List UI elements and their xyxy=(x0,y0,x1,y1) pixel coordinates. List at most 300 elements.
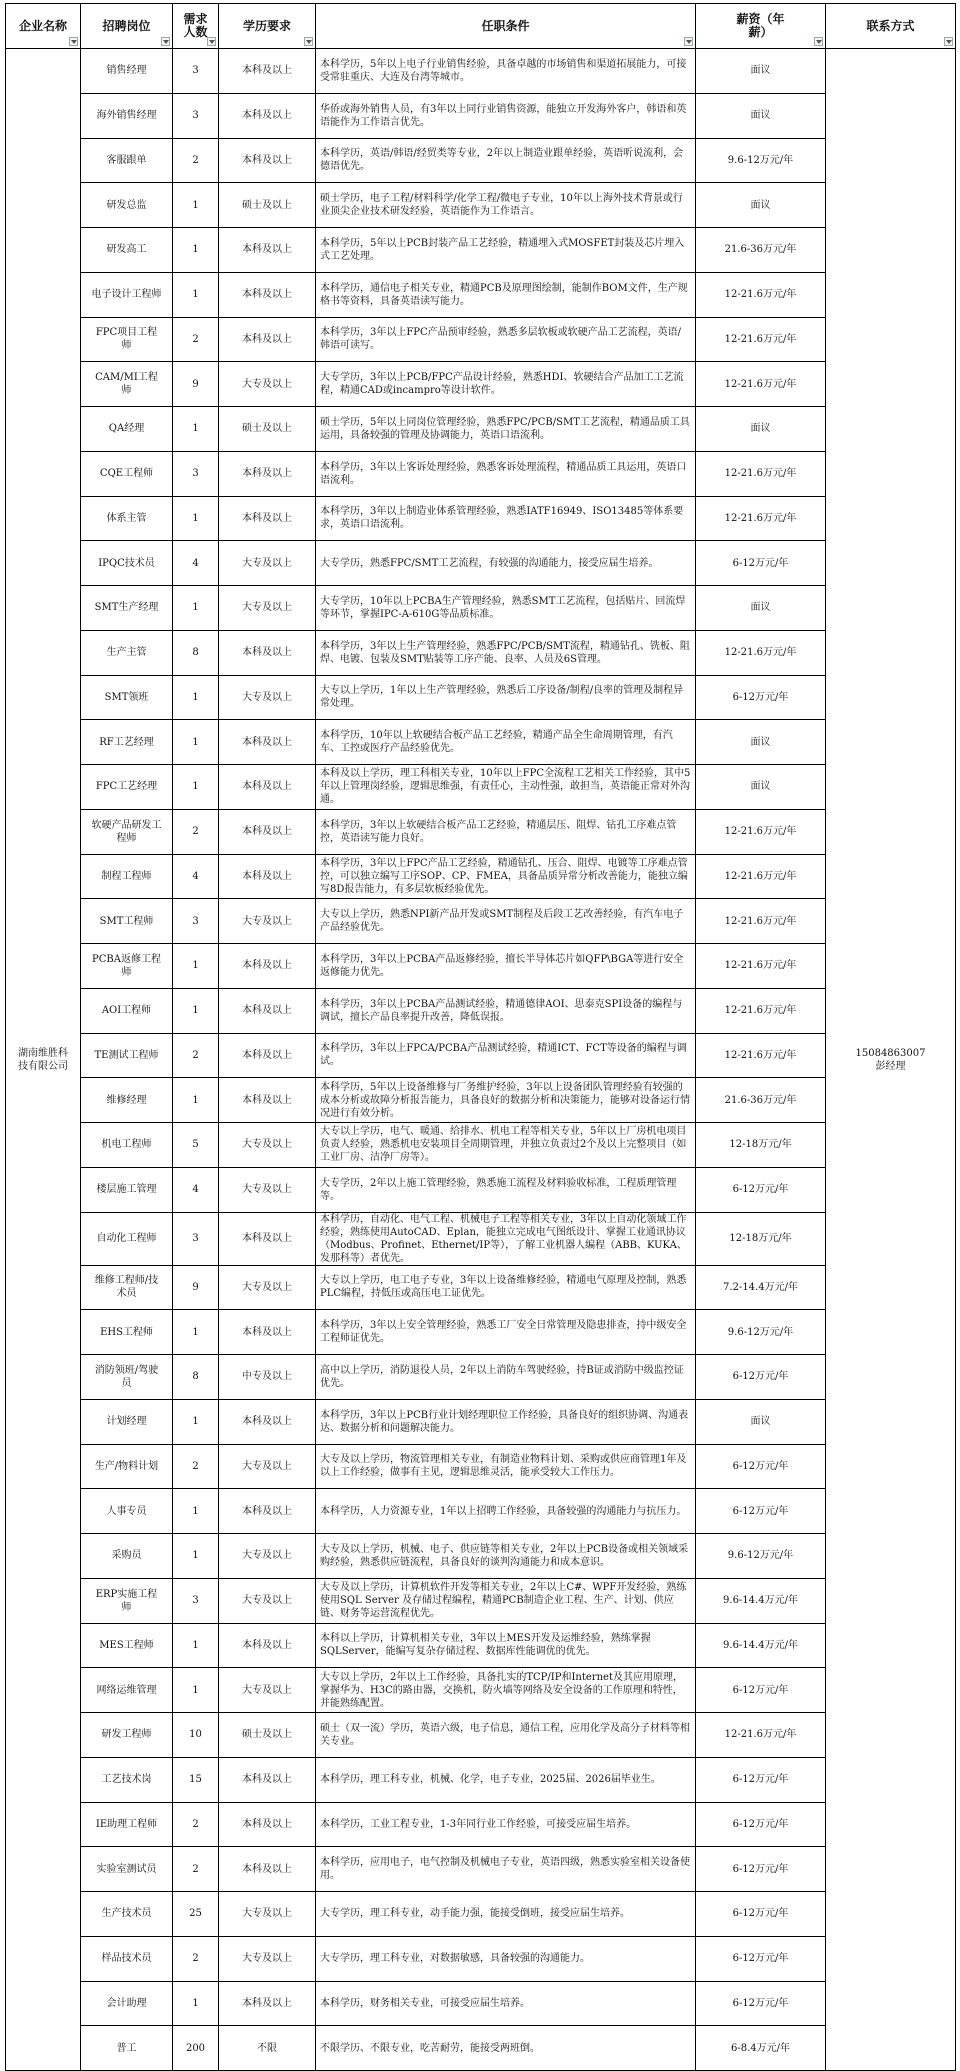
education-cell xyxy=(219,451,316,496)
salary-value: 12-21.6万元/年 xyxy=(724,915,797,927)
filter-dropdown-icon[interactable] xyxy=(69,37,78,46)
headcount: 3 xyxy=(192,468,199,480)
education-cell xyxy=(219,1167,316,1212)
salary-cell xyxy=(696,944,826,989)
requirements-cell xyxy=(316,1713,696,1758)
education-cell xyxy=(219,630,316,675)
count-cell xyxy=(173,1212,219,1265)
position-name: 生产/物料计划 xyxy=(94,1460,159,1472)
position-cell xyxy=(81,1355,173,1400)
headcount: 3 xyxy=(192,110,199,122)
position-name: 网络运维管理 xyxy=(96,1684,157,1696)
position-cell xyxy=(81,362,173,407)
salary-cell xyxy=(696,630,826,675)
requirements-text: 硕士学历，电子工程/材料科学/化学工程/微电子专业，10年以上海外技术背景或行业顶尖企业技术研发经验，英语能作为工作语言。 xyxy=(320,193,683,218)
education-cell xyxy=(219,2026,316,2071)
education-level: 本科及以上 xyxy=(242,826,292,838)
education-cell xyxy=(219,1310,316,1355)
headcount: 1 xyxy=(192,1005,199,1017)
requirements-text: 本科学历，10年以上软硬结合板产品工艺经验，精通产品全生命周期管理，有汽车、工控或医疗产品经验优先。 xyxy=(320,730,673,755)
education-level: 大专及以上 xyxy=(242,1550,292,1562)
education-cell xyxy=(219,183,316,228)
education-level: 大专及以上 xyxy=(242,1908,292,1920)
table-row xyxy=(6,1078,956,1123)
salary-value: 6-12万元/年 xyxy=(732,1908,789,1920)
salary-cell xyxy=(696,1981,826,2026)
salary-cell xyxy=(696,1489,826,1534)
position-name: 人事专员 xyxy=(106,1505,147,1517)
education-cell xyxy=(219,541,316,586)
count-cell xyxy=(173,675,219,720)
salary-value: 6-12万元/年 xyxy=(732,1818,789,1830)
count-cell xyxy=(173,228,219,273)
education-level: 本科及以上 xyxy=(242,154,292,166)
requirements-text: 本科学历，5年以上PCB封装产品工艺经验，精通埋入式MOSFET封装及芯片埋入式工艺处理。 xyxy=(320,237,685,262)
position-cell xyxy=(81,272,173,317)
salary-value: 12-21.6万元/年 xyxy=(724,870,797,882)
position-name: TE测试工程师 xyxy=(94,1049,159,1061)
salary-value: 12-21.6万元/年 xyxy=(724,960,797,972)
table-row xyxy=(6,1534,956,1579)
headcount: 1 xyxy=(192,1505,199,1517)
headcount: 1 xyxy=(192,199,199,211)
salary-value: 6-12万元/年 xyxy=(732,1505,789,1517)
filter-dropdown-icon[interactable] xyxy=(207,37,216,46)
requirements-cell xyxy=(316,988,696,1033)
position-cell xyxy=(81,1078,173,1123)
table-row xyxy=(6,541,956,586)
count-cell xyxy=(173,720,219,765)
education-cell xyxy=(219,1444,316,1489)
salary-cell xyxy=(696,183,826,228)
table-row xyxy=(6,1578,956,1623)
position-cell xyxy=(81,451,173,496)
position-name: 楼层施工管理 xyxy=(96,1184,157,1196)
requirements-cell xyxy=(316,49,696,94)
headcount: 2 xyxy=(192,1953,199,1965)
salary-value: 6-12万元/年 xyxy=(732,1184,789,1196)
count-cell xyxy=(173,49,219,94)
count-cell xyxy=(173,1936,219,1981)
position-name: 普工 xyxy=(116,2042,137,2054)
count-cell xyxy=(173,496,219,541)
salary-value: 21.6-36万元/年 xyxy=(724,1094,797,1106)
header-position-label: 招聘岗位 xyxy=(102,18,151,33)
count-cell xyxy=(173,944,219,989)
position-cell xyxy=(81,988,173,1033)
headcount: 1 xyxy=(192,289,199,301)
requirements-cell xyxy=(316,765,696,810)
position-name: 研发总监 xyxy=(106,199,147,211)
requirements-text: 本科学历，3年以上FPC产品工艺经验，精通钻孔、压合、阻焊、电镀等工序难点管控，可以独立编写工序SOP、CP、FMEA，具备品质异常分析改善能力，能独立编写8D报告能力，有多层软板经验优先。 xyxy=(320,857,688,895)
table-row xyxy=(6,586,956,631)
headcount: 3 xyxy=(192,1233,199,1244)
headcount: 1 xyxy=(192,1416,199,1428)
education-cell xyxy=(219,1981,316,2026)
count-cell xyxy=(173,809,219,854)
salary-cell xyxy=(696,49,826,94)
table-row xyxy=(6,809,956,854)
requirements-cell xyxy=(316,1892,696,1937)
requirements-text: 本科学历，5年以上设备维修与厂务维护经验，3年以上设备团队管理经验有较强的成本分析或故障分析报告能力，具备良好的数据分析和决策能力，能够对设备运行情况进行有效分析。 xyxy=(320,1081,690,1119)
requirements-text: 本科学历，3年以上安全管理经验，熟悉工厂安全日常管理及隐患排查，持中级安全工程师证优先。 xyxy=(320,1320,687,1345)
position-cell xyxy=(81,1310,173,1355)
table-row xyxy=(6,272,956,317)
position-name: SMT领班 xyxy=(104,691,149,703)
education-cell xyxy=(219,362,316,407)
requirements-text: 大专及以上学历，计算机软件开发等相关专业，2年以上C#、WPF开发经验，熟练使用SQL Server 及存储过程编程，精通PCB制造企业工程、生产、计划、供应链、财务等运营流程优先。 xyxy=(320,1582,687,1620)
table-row xyxy=(6,407,956,452)
salary-value: 6-12万元/年 xyxy=(732,1953,789,1965)
requirements-text: 本科学历，5年以上电子行业销售经验，具备卓越的市场销售和渠道拓展能力，可接受常驻重庆、大连及台湾等城市。 xyxy=(320,58,687,83)
headcount: 9 xyxy=(192,378,199,390)
filter-dropdown-icon[interactable] xyxy=(684,37,693,46)
requirements-text: 大专以上学历，1年以上生产管理经验，熟悉后工序设备/制程/良率的管理及制程异常处理。 xyxy=(320,685,684,710)
requirements-cell xyxy=(316,1757,696,1802)
count-cell xyxy=(173,854,219,899)
salary-value: 9.6-12万元/年 xyxy=(727,1326,794,1338)
position-cell xyxy=(81,1489,173,1534)
education-level: 本科及以上 xyxy=(242,244,292,256)
position-name: 消防领班/驾驶员 xyxy=(94,1364,159,1389)
count-cell xyxy=(173,899,219,944)
position-cell xyxy=(81,1936,173,1981)
salary-value: 面议 xyxy=(750,602,771,614)
count-cell xyxy=(173,1489,219,1534)
salary-cell xyxy=(696,1212,826,1265)
education-cell xyxy=(219,407,316,452)
headcount: 2 xyxy=(192,1863,199,1875)
count-cell xyxy=(173,1623,219,1668)
education-cell xyxy=(219,1355,316,1400)
salary-value: 面议 xyxy=(750,781,771,793)
position-cell xyxy=(81,1713,173,1758)
education-cell xyxy=(219,1265,316,1310)
education-level: 大专及以上 xyxy=(242,1281,292,1293)
company-name: 湖南维胜科技有限公司 xyxy=(18,1047,68,1072)
header-company xyxy=(6,4,81,49)
salary-value: 9.6-14.4万元/年 xyxy=(723,1639,798,1651)
position-name: 体系主管 xyxy=(106,512,147,524)
salary-value: 12-21.6万元/年 xyxy=(724,1729,797,1741)
count-cell xyxy=(173,362,219,407)
salary-cell xyxy=(696,362,826,407)
education-cell xyxy=(219,496,316,541)
education-level: 本科及以上 xyxy=(242,65,292,77)
salary-value: 面议 xyxy=(750,110,771,122)
position-name: FPC项目工程师 xyxy=(95,327,158,352)
count-cell xyxy=(173,1534,219,1579)
requirements-cell xyxy=(316,1078,696,1123)
requirements-text: 本科以上学历，计算机相关专业，3年以上MES开发及运维经验，熟练掌握SQLServer，能编写复杂存储过程、数据库性能调优的优先。 xyxy=(320,1633,651,1658)
requirements-cell xyxy=(316,899,696,944)
education-cell xyxy=(219,765,316,810)
education-level: 本科及以上 xyxy=(242,1774,292,1786)
salary-cell xyxy=(696,541,826,586)
education-level: 本科及以上 xyxy=(242,1997,292,2009)
salary-cell xyxy=(696,228,826,273)
position-name: 实验室测试员 xyxy=(96,1863,157,1875)
salary-value: 面议 xyxy=(750,199,771,211)
header-contact xyxy=(826,4,956,49)
position-cell xyxy=(81,183,173,228)
position-name: 销售经理 xyxy=(106,65,147,77)
table-row xyxy=(6,362,956,407)
filter-dropdown-icon[interactable] xyxy=(944,37,953,46)
education-level: 中专及以上 xyxy=(242,1371,292,1383)
headcount: 1 xyxy=(192,1326,199,1338)
salary-cell xyxy=(696,1310,826,1355)
position-cell xyxy=(81,1623,173,1668)
salary-cell xyxy=(696,675,826,720)
salary-cell xyxy=(696,1668,826,1713)
education-level: 本科及以上 xyxy=(242,1005,292,1017)
count-cell xyxy=(173,1578,219,1623)
position-name: 会计助理 xyxy=(106,1997,147,2009)
position-name: 计划经理 xyxy=(106,1416,147,1428)
headcount: 1 xyxy=(192,1094,199,1106)
education-cell xyxy=(219,586,316,631)
education-level: 大专及以上 xyxy=(242,1595,292,1607)
position-name: 样品技术员 xyxy=(101,1953,152,1965)
table-row xyxy=(6,1892,956,1937)
salary-value: 12-18万元/年 xyxy=(729,1139,792,1151)
header-company-label: 企业名称 xyxy=(18,18,67,33)
position-cell xyxy=(81,228,173,273)
requirements-cell xyxy=(316,809,696,854)
position-cell xyxy=(81,496,173,541)
education-cell xyxy=(219,1033,316,1078)
position-cell xyxy=(81,854,173,899)
education-cell xyxy=(219,675,316,720)
count-cell xyxy=(173,1265,219,1310)
requirements-cell xyxy=(316,1444,696,1489)
requirements-text: 大专学历，熟悉FPC/SMT工艺流程，有较强的沟通能力，接受应届生培养。 xyxy=(320,557,659,569)
requirements-cell xyxy=(316,1847,696,1892)
salary-cell xyxy=(696,272,826,317)
header-education xyxy=(219,4,316,49)
count-cell xyxy=(173,93,219,138)
requirements-text: 大专以上学历，电气、暖通、给排水、机电工程等相关专业，5年以上厂房机电项目负责人经验，熟悉机电安装项目全周期管理，并独立负责过2个及以上完整项目（如工业厂房、洁净厂房等）。 xyxy=(320,1126,687,1164)
requirements-text: 本科学历，工业工程专业，1-3年同行业工作经验，可接受应届生培养。 xyxy=(320,1818,637,1830)
headcount: 3 xyxy=(192,1595,199,1607)
position-name: 研发高工 xyxy=(106,244,147,256)
count-cell xyxy=(173,1399,219,1444)
salary-cell xyxy=(696,1623,826,1668)
salary-cell xyxy=(696,317,826,362)
requirements-text: 硕士（双一流）学历，英语六级，电子信息，通信工程，应用化学及高分子材料等相关专业。 xyxy=(320,1722,690,1747)
company-name-cell xyxy=(6,49,81,2071)
salary-cell xyxy=(696,1757,826,1802)
position-name: IPQC技术员 xyxy=(98,557,155,569)
count-cell xyxy=(173,1981,219,2026)
requirements-cell xyxy=(316,1167,696,1212)
salary-value: 6-12万元/年 xyxy=(732,1774,789,1786)
requirements-text: 本科学历，财务相关专业，可接受应届生培养。 xyxy=(320,1997,530,2009)
count-cell xyxy=(173,586,219,631)
position-name: 采购员 xyxy=(111,1550,142,1562)
position-name: 生产主管 xyxy=(106,647,147,659)
position-cell xyxy=(81,407,173,452)
filter-dropdown-icon[interactable] xyxy=(304,37,313,46)
salary-value: 12-21.6万元/年 xyxy=(724,826,797,838)
headcount: 1 xyxy=(192,602,199,614)
salary-cell xyxy=(696,1892,826,1937)
count-cell xyxy=(173,988,219,1033)
position-name: ERP实施工程师 xyxy=(95,1588,158,1613)
salary-value: 6-12万元/年 xyxy=(732,1684,789,1696)
education-cell xyxy=(219,93,316,138)
position-cell xyxy=(81,1757,173,1802)
count-cell xyxy=(173,1033,219,1078)
requirements-text: 不限学历、不限专业，吃苦耐劳，能接受两班倒。 xyxy=(320,2042,540,2054)
table-row xyxy=(6,2026,956,2071)
education-level: 本科及以上 xyxy=(242,468,292,480)
salary-cell xyxy=(696,1847,826,1892)
header-requirements xyxy=(316,4,696,49)
education-level: 不限 xyxy=(257,2042,277,2054)
table-row xyxy=(6,1167,956,1212)
requirements-cell xyxy=(316,1123,696,1168)
position-name: SMT生产经理 xyxy=(94,602,159,614)
position-cell xyxy=(81,675,173,720)
table-row xyxy=(6,630,956,675)
headcount: 1 xyxy=(192,1550,199,1562)
table-row xyxy=(6,228,956,273)
salary-cell xyxy=(696,1355,826,1400)
headcount: 3 xyxy=(192,915,199,927)
salary-cell xyxy=(696,1578,826,1623)
salary-cell xyxy=(696,407,826,452)
position-cell xyxy=(81,1578,173,1623)
education-cell xyxy=(219,1534,316,1579)
salary-cell xyxy=(696,854,826,899)
requirements-text: 本科学历，3年以上制造业体系管理经验，熟悉IATF16949、ISO13485等体系要求，英语口语流利。 xyxy=(320,506,684,531)
education-level: 本科及以上 xyxy=(242,960,292,972)
position-cell xyxy=(81,541,173,586)
requirements-cell xyxy=(316,541,696,586)
headcount: 9 xyxy=(192,1281,199,1293)
table-row xyxy=(6,496,956,541)
salary-cell xyxy=(696,988,826,1033)
header-contact-label: 联系方式 xyxy=(866,18,915,33)
salary-value: 12-21.6万元/年 xyxy=(724,378,797,390)
headcount: 1 xyxy=(192,736,199,748)
salary-cell xyxy=(696,1167,826,1212)
requirements-text: 本科学历，3年以上FPCA/PCBA产品测试经验，精通ICT、FCT等设备的编程与调试。 xyxy=(320,1043,687,1068)
position-name: RF工艺经理 xyxy=(99,736,154,748)
education-level: 本科及以上 xyxy=(242,289,292,301)
header-requirements-label: 任职条件 xyxy=(481,18,530,33)
salary-cell xyxy=(696,138,826,183)
position-cell xyxy=(81,1534,173,1579)
salary-value: 7.2-14.4万元/年 xyxy=(723,1281,798,1293)
position-name: PCBA返修工程师 xyxy=(92,953,161,978)
position-name: EHS工程师 xyxy=(100,1326,153,1338)
count-cell xyxy=(173,765,219,810)
headcount: 4 xyxy=(192,870,199,882)
education-level: 本科及以上 xyxy=(242,333,292,345)
table-row xyxy=(6,1033,956,1078)
education-cell xyxy=(219,1668,316,1713)
requirements-cell xyxy=(316,138,696,183)
salary-cell xyxy=(696,765,826,810)
count-cell xyxy=(173,1355,219,1400)
filter-dropdown-icon[interactable] xyxy=(814,37,823,46)
salary-cell xyxy=(696,1936,826,1981)
salary-value: 6-12万元/年 xyxy=(732,1460,789,1472)
education-cell xyxy=(219,988,316,1033)
count-cell xyxy=(173,1757,219,1802)
position-cell xyxy=(81,1123,173,1168)
salary-cell xyxy=(696,809,826,854)
table-row xyxy=(6,720,956,765)
count-cell xyxy=(173,541,219,586)
count-cell xyxy=(173,1123,219,1168)
headcount: 1 xyxy=(192,960,199,972)
salary-cell xyxy=(696,2026,826,2071)
requirements-text: 本科学历，英语/韩语/经贸类等专业，2年以上制造业跟单经验，英语听说流利，会德语优先。 xyxy=(320,148,684,173)
education-cell xyxy=(219,1847,316,1892)
requirements-cell xyxy=(316,1489,696,1534)
header-count xyxy=(173,4,219,49)
salary-value: 面议 xyxy=(750,65,771,77)
salary-value: 6-12万元/年 xyxy=(732,1997,789,2009)
requirements-text: 本科学历，3年以上PCBA产品返修经验，擅长半导体芯片如QFP\BGA等进行安全返修能力优先。 xyxy=(320,953,684,978)
requirements-cell xyxy=(316,1578,696,1623)
education-level: 本科及以上 xyxy=(242,1639,292,1651)
requirements-text: 本科学历，自动化、电气工程、机械电子工程等相关专业，3年以上自动化领域工作经验，熟练使用AutoCAD、Eplan，能独立完成电气图纸设计、掌握工业通讯协议（Modbus、Profinet、Ethernet/IP等），了解工业机器人编程（ABB、KUKA、发那科等）者优先。 xyxy=(320,1213,687,1264)
filter-dropdown-icon[interactable] xyxy=(161,37,170,46)
headcount: 1 xyxy=(192,1684,199,1696)
headcount: 2 xyxy=(192,333,199,345)
position-name: 制程工程师 xyxy=(101,870,152,882)
salary-value: 12-18万元/年 xyxy=(729,1233,792,1244)
count-cell xyxy=(173,1668,219,1713)
table-row xyxy=(6,1981,956,2026)
requirements-text: 本科学历，3年以上FPC产品预审经验，熟悉多层软板或软硬产品工艺流程，英语/韩语可读写。 xyxy=(320,327,682,352)
education-cell xyxy=(219,272,316,317)
table-row xyxy=(6,1802,956,1847)
education-cell xyxy=(219,228,316,273)
requirements-text: 大专以上学历，2年以上工作经验，具备扎实的TCP/IP和Internet及其应用原理，掌握华为、H3C的路由器，交换机，防火墙等网络及安全设备的工作原理和特性，并能熟练配置。 xyxy=(320,1671,683,1709)
salary-value: 12-21.6万元/年 xyxy=(724,647,797,659)
table-row xyxy=(6,1623,956,1668)
position-name: 海外销售经理 xyxy=(96,110,157,122)
salary-value: 面议 xyxy=(750,736,771,748)
salary-cell xyxy=(696,1399,826,1444)
education-level: 大专及以上 xyxy=(242,1184,292,1196)
position-cell xyxy=(81,944,173,989)
requirements-cell xyxy=(316,1802,696,1847)
education-cell xyxy=(219,1489,316,1534)
requirements-cell xyxy=(316,854,696,899)
requirements-cell xyxy=(316,586,696,631)
salary-cell xyxy=(696,1444,826,1489)
table-row xyxy=(6,1757,956,1802)
position-name: 工艺技术岗 xyxy=(101,1774,152,1786)
requirements-cell xyxy=(316,2026,696,2071)
salary-cell xyxy=(696,496,826,541)
headcount: 15 xyxy=(189,1774,202,1786)
table-row xyxy=(6,1936,956,1981)
headcount: 2 xyxy=(192,1049,199,1061)
education-cell xyxy=(219,1078,316,1123)
position-name: QA经理 xyxy=(108,423,145,435)
education-level: 本科及以上 xyxy=(242,781,292,793)
headcount: 3 xyxy=(192,65,199,77)
salary-value: 6-12万元/年 xyxy=(732,1863,789,1875)
